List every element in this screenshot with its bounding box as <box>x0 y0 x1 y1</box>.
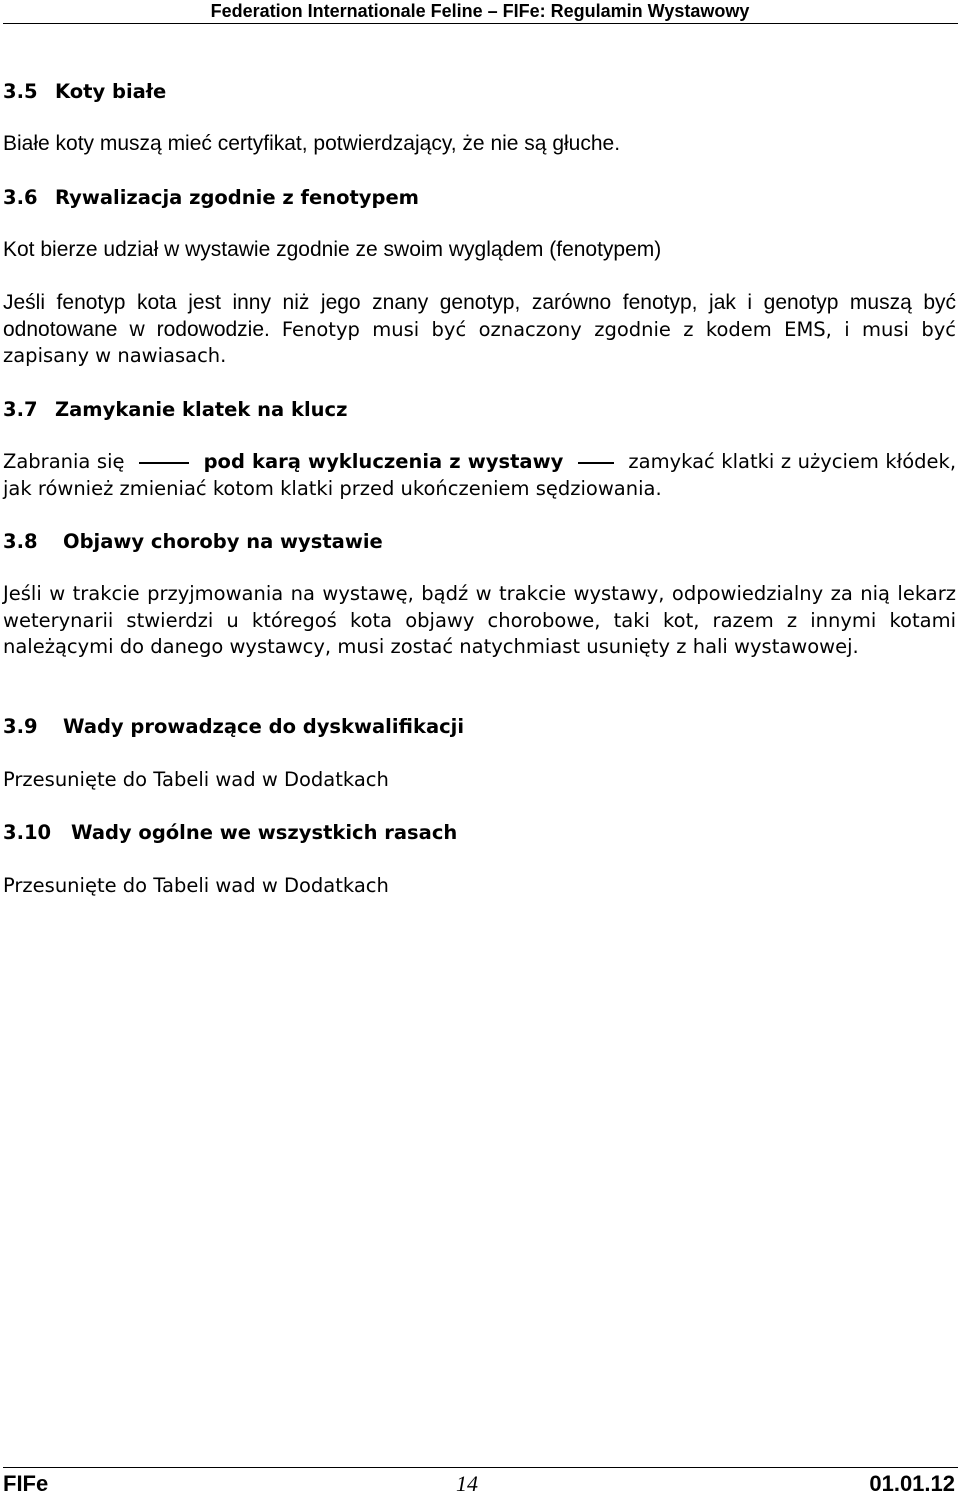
dash <box>578 462 614 464</box>
header-divider <box>3 23 958 24</box>
paragraph: Kot bierze udział w wystawie zgodnie ze swoim wyglądem (fenotypem) <box>3 238 662 261</box>
paragraph-text: Zabrania się <box>3 450 125 473</box>
section-number: 3.10 <box>3 821 52 844</box>
section-heading-3-8 <box>3 529 383 555</box>
section-title: Objawy choroby na wystawie <box>63 530 383 553</box>
footer-date: 01.01.12 <box>869 1471 955 1496</box>
paragraph-text: Jeśli fenotyp kota jest inny niż jego znany genotyp, zarówno fenotyp, jak i genotyp muszą być odnotowane w rodowodzie. <box>3 291 956 341</box>
section-heading-3-6 <box>3 185 419 211</box>
section-number: 3.5 <box>3 80 38 103</box>
section-heading-3-7 <box>3 397 347 423</box>
footer-divider <box>3 1467 958 1468</box>
section-title: Zamykanie klatek na klucz <box>55 398 348 421</box>
emphasis-text: pod karą wykluczenia z wystawy <box>203 450 564 473</box>
section-number: 3.9 <box>3 715 38 738</box>
footer-org: FIFe <box>3 1471 49 1496</box>
section-title: Wady prowadzące do dyskwalifikacji <box>63 715 465 738</box>
paragraph <box>3 290 956 370</box>
section-title: Wady ogólne we wszystkich rasach <box>71 821 458 844</box>
paragraph: Białe koty muszą mieć certyfikat, potwierdzający, że nie są głuche. <box>3 132 621 155</box>
section-heading-3-10 <box>3 820 457 846</box>
page-header: Federation Internationale Feline – FIFe: Regulamin Wystawowy <box>210 1 750 21</box>
paragraph-text: Fenotyp musi być oznaczony zgodnie z kodem EMS, i musi być zapisany w nawiasach. <box>3 317 956 367</box>
page-number: 14 <box>456 1471 478 1496</box>
section-title: Rywalizacja zgodnie z fenotypem <box>55 186 419 209</box>
section-heading-3-5 <box>3 79 166 105</box>
section-number: 3.6 <box>3 186 38 209</box>
paragraph: Przesunięte do Tabeli wad w Dodatkach <box>3 874 389 897</box>
paragraph: Jeśli w trakcie przyjmowania na wystawę, bądź w trakcie wystawy, odpowiedzialny za nią lekarz weterynarii stwierdzi u któregoś kota objawy chorobowe, taki kot, razem z innymi kotami należącymi do danego wystawcy, musi zostać natychmiast usunięty z hali wystawowej. <box>3 582 956 658</box>
section-number: 3.7 <box>3 398 38 421</box>
section-heading-3-9 <box>3 714 464 740</box>
paragraph: Przesunięte do Tabeli wad w Dodatkach <box>3 768 389 791</box>
section-title: Koty białe <box>55 80 167 103</box>
paragraph <box>3 449 956 502</box>
section-number: 3.8 <box>3 530 38 553</box>
paragraph-text: zamykać klatki z użyciem kłódek, jak również zmieniać kotom klatki przed ukończeniem sędziowania. <box>3 450 957 500</box>
dash <box>139 462 189 464</box>
